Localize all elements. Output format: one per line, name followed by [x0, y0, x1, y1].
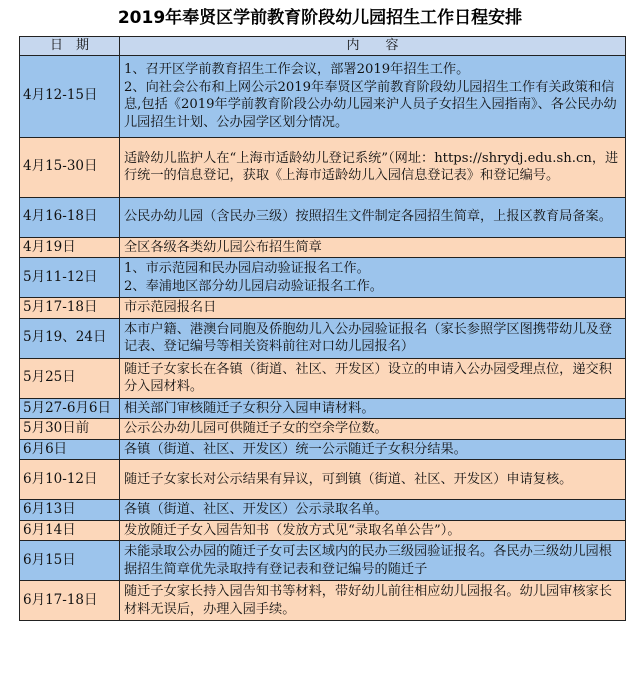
row-content: [120, 55, 626, 137]
row-content: [120, 439, 626, 460]
row-date: 6月17-18日: [20, 581, 120, 621]
row-date: 4月16-18日: [20, 197, 120, 237]
row-date: 5月27-6月6日: [20, 398, 120, 419]
row-content-line: 1、召开区学前教育招生工作会议，部署2019年招生工作。: [124, 62, 470, 77]
row-content: [120, 197, 626, 237]
row-content: [120, 500, 626, 521]
row-date: 4月12-15日: [20, 55, 120, 137]
row-content-line: 相关部门审核随迁子女积分入园申请材料。: [124, 400, 375, 416]
row-content-line: 未能录取公办园的随迁子女可去区域内的民办三级园验证报名。各民办三级幼儿园根据招生简章优先录取持有登记表和登记编号的随迁子: [124, 544, 612, 577]
row-date: 5月17-18日: [20, 298, 120, 319]
row-content: [120, 137, 626, 197]
table-header-row: [20, 37, 626, 56]
row-content: [120, 358, 626, 398]
schedule-row: [20, 419, 626, 440]
row-date: 6月10-12日: [20, 460, 120, 500]
schedule-row: [20, 460, 626, 500]
schedule-row: [20, 358, 626, 398]
schedule-row: [20, 520, 626, 541]
row-content: [120, 298, 626, 319]
row-content: [120, 318, 626, 358]
schedule-row: [20, 237, 626, 258]
schedule-row: [20, 581, 626, 621]
row-content: [120, 520, 626, 541]
row-content: [120, 460, 626, 500]
row-content-line: 2、向社会公布和上网公示2019年奉贤区学前教育阶段幼儿园招生工作有关政策和信息,包括《2019年学前教育阶段公办幼儿园来沪人员子女招生入园指南》、各公民办幼儿园招生计划、公办园学区划分情况。: [124, 79, 617, 130]
row-content-line: 市示范园报名日: [124, 300, 217, 315]
row-content-line: 随迁子女家长对公示结果有异议，可到镇（街道、社区、开发区）申请复核。: [124, 471, 573, 487]
row-content: [120, 237, 626, 258]
row-content-line: 适龄幼儿监护人在“上海市适龄幼儿登记系统”（网址：https://shrydj.edu.sh.cn，进行统一的信息登记，获取《上海市适龄幼儿入园信息登记表》和登记编号。: [124, 150, 619, 183]
row-content-line: 随迁子女家长持入园告知书等材料，带好幼儿前往相应幼儿园报名。幼儿园审核家长材料无误后，办理入园手续。: [124, 584, 612, 617]
row-content-line: 2、奉浦地区部分幼儿园启动验证报名工作。: [124, 278, 383, 294]
schedule-row: [20, 398, 626, 419]
schedule-rows: [20, 55, 626, 621]
schedule-row: [20, 137, 626, 197]
row-content-line: 本市户籍、港澳台同胞及侨胞幼儿入公办园验证报名（家长参照学区图携带幼儿及登记表、登记编号等相关资料前往对口幼儿园报名）: [124, 321, 612, 354]
row-content: [120, 258, 626, 298]
row-content: [120, 541, 626, 581]
schedule-row: [20, 197, 626, 237]
row-date: 6月14日: [20, 520, 120, 541]
page-title: 2019年奉贤区学前教育阶段幼儿园招生工作日程安排: [117, 8, 523, 28]
row-date: 5月25日: [20, 358, 120, 398]
row-content-line: 公民办幼儿园（含民办三级）按照招生文件制定各园招生简章，上报区教育局备案。: [124, 209, 612, 225]
schedule-row: [20, 541, 626, 581]
row-date: 6月6日: [20, 439, 120, 460]
row-date: 6月13日: [20, 500, 120, 521]
row-date: 5月30日前: [20, 419, 120, 440]
schedule-table: [19, 36, 626, 621]
row-content-line: 各镇（街道、社区、开发区）公示录取名单。: [124, 502, 388, 517]
row-content-line: 发放随迁子女入园告知书（发放方式见“录取名单公告”）。: [124, 522, 461, 538]
row-content-line: 1、市示范园和民办园启动验证报名工作。: [124, 261, 370, 276]
row-date: 6月15日: [20, 541, 120, 581]
header-content: 内 容: [120, 37, 626, 56]
row-content-line: 各镇（街道、社区、开发区）统一公示随迁子女积分结果。: [124, 441, 467, 457]
row-date: 4月15-30日: [20, 137, 120, 197]
row-content: [120, 398, 626, 419]
row-content-line: 全区各级各类幼儿园公布招生简章: [124, 239, 322, 255]
row-content: [120, 581, 626, 621]
schedule-row: [20, 500, 626, 521]
row-date: 5月11-12日: [20, 258, 120, 298]
schedule-row: [20, 439, 626, 460]
schedule-row: [20, 55, 626, 137]
schedule-row: [20, 258, 626, 298]
header-date: 日 期: [20, 37, 120, 56]
schedule-row: [20, 318, 626, 358]
schedule-row: [20, 298, 626, 319]
row-date: 5月19、24日: [20, 318, 120, 358]
row-content-line: 公示公办幼儿园可供随迁子女的空余学位数。: [124, 421, 388, 436]
row-date: 4月19日: [20, 237, 120, 258]
row-content: [120, 419, 626, 440]
row-content-line: 随迁子女家长在各镇（街道、社区、开发区）设立的申请入公办园受理点位，递交积分入园材料。: [124, 361, 612, 394]
